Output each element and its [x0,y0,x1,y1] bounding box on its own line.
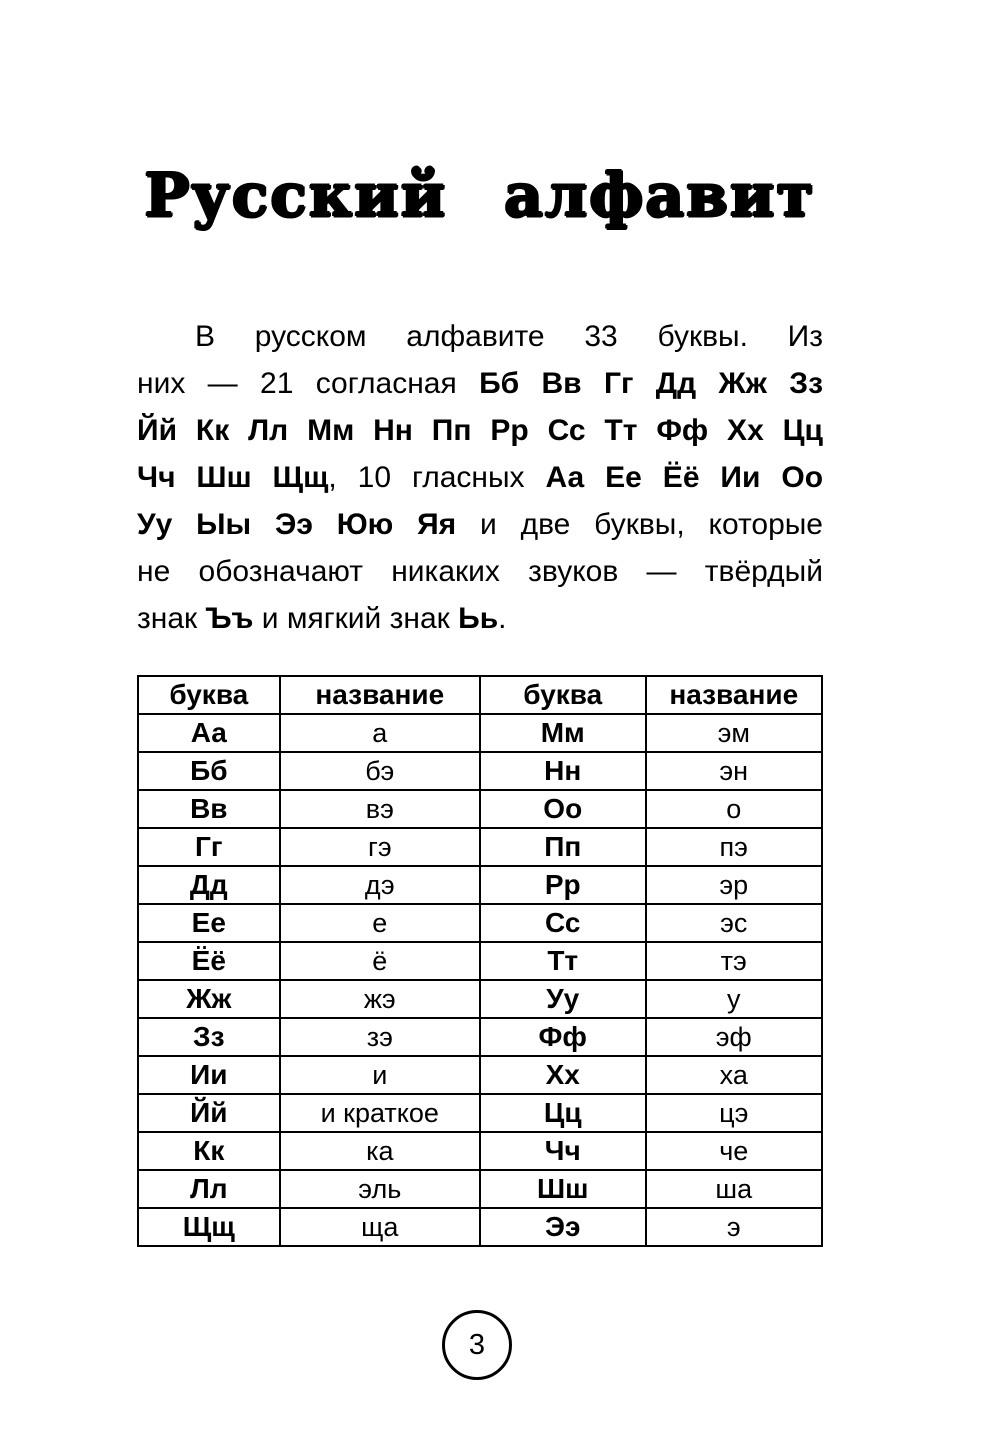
name-cell: зэ [280,1018,480,1056]
name-cell: эн [646,752,823,790]
intro-text-segment: и мягкий знак [253,602,459,635]
letter-cell: Зз [138,1018,280,1056]
letter-cell: Йй [138,1094,280,1132]
letter-group-bold: Уу Ыы Ээ Юю Яя [137,508,457,541]
column-header: название [280,676,480,714]
intro-text-segment: . [498,602,507,635]
letter-cell: Чч [480,1132,646,1170]
letter-cell: Ии [138,1056,280,1094]
table-row [138,790,822,828]
letter-group-bold: Ъъ [205,602,254,635]
letter-cell: Уу [480,980,646,1018]
name-cell: и краткое [280,1094,480,1132]
page-title: Русский алфавит [144,161,816,231]
name-cell: а [280,714,480,752]
letter-cell: Рр [480,866,646,904]
table-row [138,714,822,752]
letter-cell: Хх [480,1056,646,1094]
letter-cell: Ёё [138,942,280,980]
name-cell: ща [280,1208,480,1246]
name-cell: ша [646,1170,823,1208]
letter-cell: Вв [138,790,280,828]
table-row [138,1018,822,1056]
letter-cell: Гг [138,828,280,866]
header-row [138,676,822,714]
letter-cell: Ее [138,904,280,942]
intro-line [137,360,823,407]
intro-text-segment: не обозначают никаких звуков — твёрдый [137,555,823,588]
letter-cell: Аа [138,714,280,752]
table-row [138,866,822,904]
name-cell: эф [646,1018,823,1056]
intro-line [137,595,823,642]
letter-cell: Шш [480,1170,646,1208]
name-cell: ё [280,942,480,980]
column-header: буква [138,676,280,714]
name-cell: эм [646,714,823,752]
letter-group-bold: Чч Шш Щщ [137,461,329,494]
letter-cell: Нн [480,752,646,790]
table-row [138,1170,822,1208]
letter-cell: Тт [480,942,646,980]
letter-cell: Бб [138,752,280,790]
table-row [138,1208,822,1246]
column-header: буква [480,676,646,714]
letter-cell: Сс [480,904,646,942]
table-row [138,752,822,790]
name-cell: пэ [646,828,823,866]
letter-cell: Фф [480,1018,646,1056]
name-cell: жэ [280,980,480,1018]
table-row [138,1056,822,1094]
letter-cell: Мм [480,714,646,752]
letter-cell: Пп [480,828,646,866]
intro-line [137,454,823,501]
intro-text-segment: и две буквы, которые [456,508,823,541]
name-cell: тэ [646,942,823,980]
letter-cell: Цц [480,1094,646,1132]
table-row [138,942,822,980]
table-row [138,828,822,866]
table-row [138,1132,822,1170]
letter-group-bold: Йй Кк Лл Мм Нн Пп Рр Сс Тт Фф Хх Цц [137,414,823,447]
name-cell: и [280,1056,480,1094]
name-cell: у [646,980,823,1018]
letter-cell: Дд [138,866,280,904]
alphabet-table-body [138,714,822,1246]
letter-group-bold: Бб Вв Гг Дд Жж Зз [479,367,823,400]
intro-text-segment: знак [137,602,206,635]
name-cell: бэ [280,752,480,790]
name-cell: ха [646,1056,823,1094]
name-cell: че [646,1132,823,1170]
letter-cell: Кк [138,1132,280,1170]
intro-line [137,407,823,454]
letter-cell: Щщ [138,1208,280,1246]
letter-cell: Оо [480,790,646,828]
name-cell: о [646,790,823,828]
name-cell: эс [646,904,823,942]
intro-line [137,501,823,548]
intro-line [137,548,823,595]
page-number-badge [442,1310,512,1380]
table-row [138,904,822,942]
intro-paragraph [137,313,823,642]
table-row [138,1094,822,1132]
page-number: 3 [468,1328,486,1361]
intro-line [137,313,823,360]
name-cell: вэ [280,790,480,828]
table-row [138,980,822,1018]
column-header: название [646,676,823,714]
letter-cell: Ээ [480,1208,646,1246]
intro-text-segment: , 10 гласных [328,461,546,494]
name-cell: е [280,904,480,942]
letter-group-bold: Ьь [458,602,499,635]
alphabet-table [137,675,823,1247]
name-cell: цэ [646,1094,823,1132]
name-cell: гэ [280,828,480,866]
intro-text-segment: них — 21 согласная [137,367,480,400]
alphabet-table-head [138,676,822,714]
name-cell: э [646,1208,823,1246]
name-cell: ка [280,1132,480,1170]
letter-group-bold: Аа Ее Ёё Ии Оо [545,461,824,494]
name-cell: эр [646,866,823,904]
name-cell: дэ [280,866,480,904]
letter-cell: Жж [138,980,280,1018]
name-cell: эль [280,1170,480,1208]
letter-cell: Лл [138,1170,280,1208]
intro-text-segment: В русском алфавите 33 буквы. Из [195,320,823,353]
